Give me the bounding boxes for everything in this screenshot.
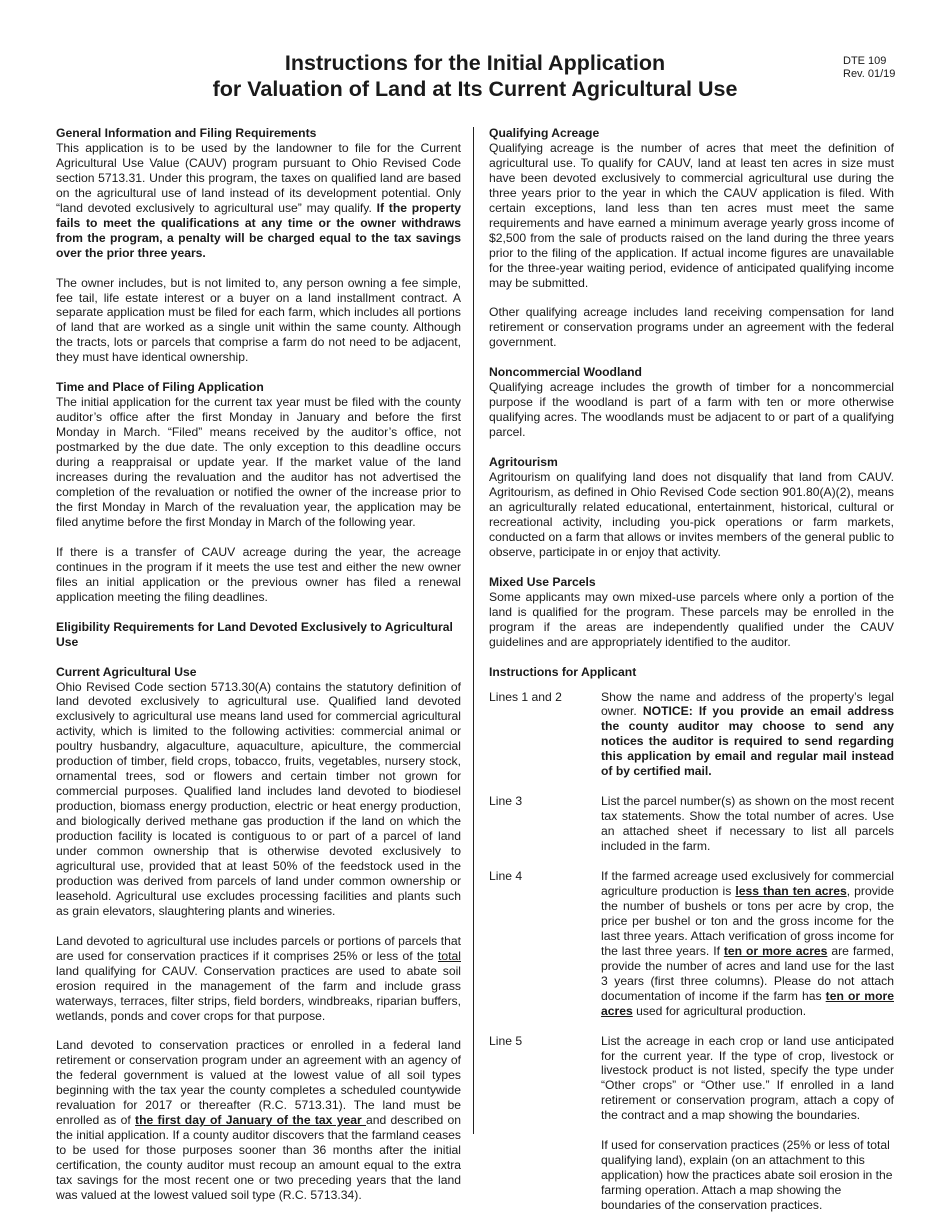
filing-time-paragraph-1: The initial application for the current tax year must be filed with the county auditor’s office after the first Monday in January and before the first Monday in March. “Filed” means received by the auditor’s office, not postmarked by the due date. The only exception to this deadline occurs during a reappraisal or update year. If the market value of the land increases during the revaluation and the auditor has not advertised the completion of the revaluation or notified the owner of the increase prior to the first Monday in March of the revaluation year, the application may be filed anytime before the first Monday in March of the following year. <box>56 395 461 529</box>
current-use-paragraph-2 <box>56 934 461 1024</box>
title-line-2: for Valuation of Land at Its Current Agricultural Use <box>212 77 738 101</box>
text-segment: are farmed, provide the number of acres and land use for the last 3 years (first three columns). Please do not attach documentation of income if the farm has <box>601 943 894 1003</box>
email-notice: NOTICE: If you provide an email address the county auditor may choose to send any notices the auditor is required to send regarding this application by email and regular mail instead of by certified mail. <box>601 704 894 779</box>
current-use-heading: Current Agricultural Use <box>56 664 197 679</box>
woodland-paragraph: Qualifying acreage includes the growth of timber for a noncommercial purpose if the woodland is part of a farm with ten or more otherwise qualifying acres. The woodlands must be adjacent to or part of a qualifying parcel. <box>489 380 894 440</box>
qualifying-acreage-heading: Qualifying Acreage <box>489 126 600 140</box>
right-column <box>489 126 894 1213</box>
penalty-warning: If the property fails to meet the qualifications at any time or the owner withdraws from the program, a penalty will be charged equal to the tax savings over the prior three years. <box>56 200 461 260</box>
instruction-text <box>601 869 894 1019</box>
mixed-use-paragraph: Some applicants may own mixed-use parcels where only a portion of the land is qualified for the program. These parcels may be enrolled in the program if the areas are independently qualified under the CAUV guidelines and are appropriately identified to the auditor. <box>489 589 894 649</box>
text-segment: used for agricultural production. <box>632 1003 807 1018</box>
enrollment-text-a: Land devoted to conservation practices or enrolled in a federal land retirement or conservation program under an agreement with an agency of the federal government is valued at the lowest value of all soil types beginning with the tax year the county completes a scheduled countywide revaluation for 2017 or thereafter (R.C. 5713.31). The land must be enrolled as of <box>56 1038 461 1128</box>
general-info-text: This application is to be used by the landowner to file for the Current Agricultural Use Value (CAUV) program pursuant to Ohio Revised Code section 5713.31. Under this program, the taxes on qualified land are based on the agricultural use of land instead of its development potential. Only “land devoted exclusively to agricultural use” may qualify. <box>56 140 461 215</box>
general-info-paragraph-1 <box>56 141 461 261</box>
enrollment-date-emphasis: the first day of January of the tax year <box>135 1113 366 1128</box>
form-number: DTE 109 <box>843 55 887 67</box>
form-revision: Rev. 01/19 <box>843 68 896 80</box>
instruction-line-4 <box>489 869 894 1019</box>
eligibility-heading: Eligibility Requirements for Land Devoted Exclusively to Agricultural Use <box>56 619 453 649</box>
conservation-text-b: land qualifying for CAUV. Conservation practices are used to abate soil erosion required in the management of the farm and include grass waterways, terraces, filter strips, field borders, windbreaks, riparian buffers, wetlands, ponds and cover crops for that purpose. <box>56 963 461 1023</box>
document-header <box>0 50 950 102</box>
instruction-line-5 <box>489 1034 894 1213</box>
enrollment-text-b: and described on the initial application. If a county auditor discovers that the farmland ceases to be used for those purposes sooner than 36 months after the initial certification, the county auditor must recoup an amount equal to the extra tax savings for the most recent one or two preceding years that the land was valued at the lowest valued soil type (R.C. 5713.34). <box>56 1113 461 1202</box>
title-line-1: Instructions for the Initial Application <box>284 51 666 75</box>
general-info-paragraph-2: The owner includes, but is not limited to, any person owning a fee simple, fee tail, life estate interest or a buyer on a land installment contract. A separate application must be filed for each farm, which includes all portions of land that are worked as a single unit within the same county. Although the tracts, lots or parcels that comprise a farm do not need to be adjacent, they must have identical ownership. <box>56 275 461 365</box>
instruction-label: Line 3 <box>489 794 523 809</box>
form-number-block <box>843 55 895 81</box>
qualifying-acreage-paragraph-2: Other qualifying acreage includes land receiving compensation for land retirement or conservation programs under an agreement with the federal government. <box>489 305 894 350</box>
line-5-paragraph-1: List the acreage in each crop or land use anticipated for the current year. If the type of crop, livestock or livestock product is not listed, specify the type under “Other crops” or “Other use.” If enrolled in a land retirement or conservation program, attach a copy of the contract and a map showing the boundaries. <box>601 1033 894 1123</box>
instruction-label: Lines 1 and 2 <box>489 689 562 704</box>
instruction-lines-1-2 <box>489 690 894 780</box>
column-divider <box>473 127 474 1134</box>
filing-time-heading: Time and Place of Filing Application <box>56 380 264 395</box>
instruction-text <box>601 1034 894 1213</box>
less-than-ten-acres: less than ten acres <box>735 883 847 898</box>
line-5-paragraph-2: If used for conservation practices (25% or less of total qualifying land), explain (on an attachment to this application) how the practices abate soil erosion in the farming operation. Attach a map showing the boundaries of the conservation practices. <box>601 1138 893 1213</box>
general-info-heading: General Information and Filing Requirements <box>56 126 317 140</box>
left-column <box>56 126 461 1203</box>
ten-or-more-acres: ten or more acres <box>601 988 894 1018</box>
instruction-label: Line 5 <box>489 1033 523 1048</box>
applicant-instructions-heading: Instructions for Applicant <box>489 664 637 679</box>
filing-time-paragraph-2: If there is a transfer of CAUV acreage during the year, the acreage continues in the program if it meets the use test and either the new owner files an initial application or the previous owner has filed a renewal application meeting the filing deadlines. <box>56 544 461 604</box>
qualifying-acreage-paragraph-1: Qualifying acreage is the number of acres that meet the definition of agricultural use. To qualify for CAUV, land at least ten acres in size must have been devoted exclusively to commercial agricultural use during the three years prior to the year in which the CAUV application is filed. With certain exceptions, land less than ten acres must meet the same requirements and have earned a minimum average yearly gross income of $2,500 from the sale of products raised on the land during the three years prior to the filing of the application. If actual income figures are unavailable for the three-year waiting period, evidence of anticipated qualifying income may be submitted. <box>489 140 894 290</box>
text-segment: If the farmed acreage used exclusively for commercial agriculture production is <box>601 869 894 898</box>
owner-text: Show the name and address of the property’s legal owner. <box>601 689 894 719</box>
text-segment: , provide the number of bushels or tons per acre by crop, the price per bushel or ton and the gross income for the last three years. Attach verification of gross income for the last three years. If <box>601 883 894 958</box>
instruction-line-3 <box>489 794 894 854</box>
instruction-label: Line 4 <box>489 869 523 884</box>
woodland-heading: Noncommercial Woodland <box>489 365 642 380</box>
ten-or-more-acres: ten or more acres <box>723 943 828 958</box>
current-use-paragraph-1: Ohio Revised Code section 5713.30(A) contains the statutory definition of land devoted exclusively to agricultural use. Qualified land devoted exclusively to agricultural use means land used for commercial agricultural activity, which is limited to the following activities: commercial animal or poultry husbandry, algaculture, aquaculture, apiculture, the commercial production of timber, field crops, tobacco, fruits, vegetables, nursery stock, ornamental trees, sod or flowers and certain timber not grown for commercial purposes. Qualified land includes land devoted to biodiesel production, biomass energy production, electric or heat energy production, and biologically derived methane gas production if the land on which the production facility is located is contiguous to or part of a parcel of land under common ownership that is otherwise devoted exclusively to agricultural use, provided that at least 50% of the feedstock used in the production was derived from parcels of land under common ownership or leasehold. Agricultural use excludes processing facilities and plants such as grain elevators, slaughtering plants and wineries. <box>56 679 461 918</box>
instruction-text: List the parcel number(s) as shown on the most recent tax statements. Show the total number of acres. Use an attached sheet if necessary to list all parcels included in the farm. <box>601 794 894 854</box>
current-use-paragraph-3 <box>56 1038 461 1202</box>
conservation-text-a: Land devoted to agricultural use includes parcels or portions of parcels that are used for conservation practices if it comprises 25% or less of the <box>56 933 461 963</box>
instruction-text <box>601 690 894 780</box>
mixed-use-heading: Mixed Use Parcels <box>489 574 596 589</box>
total-underlined: total <box>438 948 461 963</box>
agritourism-paragraph: Agritourism on qualifying land does not disqualify that land from CAUV. Agritourism, as defined in Ohio Revised Code section 901.80(A)(2), means an agriculturally related educational, entertainment, historical, cultural or recreational activity, including you-pick operations or farm markets, conducted on a farm that allows or invites members of the general public to observe, participate in or enjoy that activity. <box>489 470 894 559</box>
agritourism-heading: Agritourism <box>489 455 558 470</box>
